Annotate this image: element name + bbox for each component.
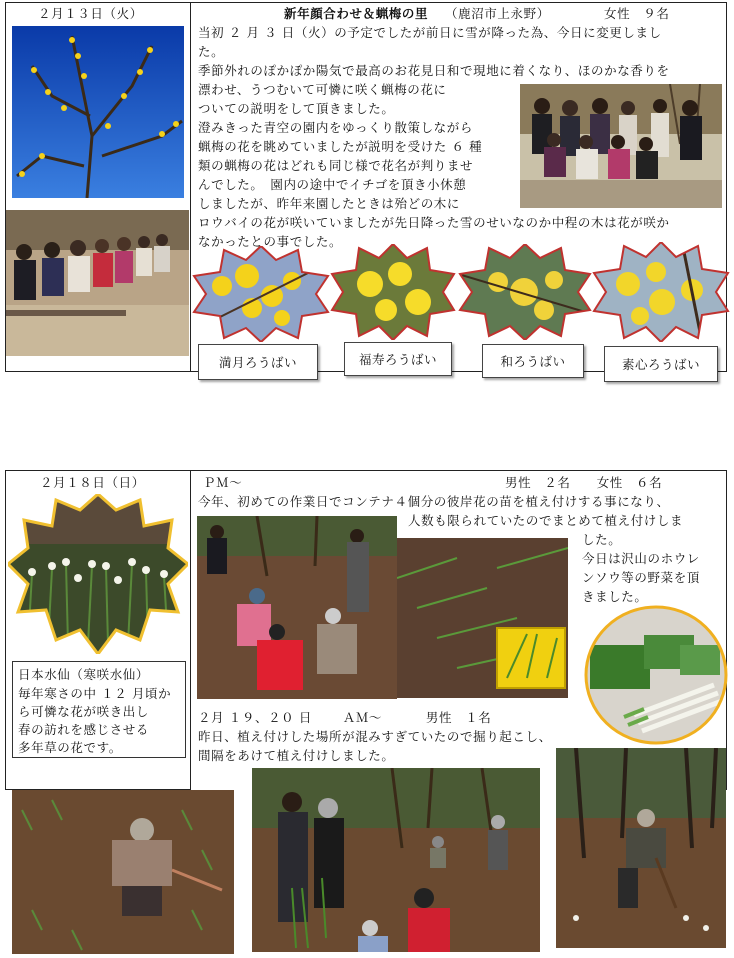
s1-body-line: んでした。 園内の途中でイチゴを頂き小休憩 xyxy=(198,177,467,192)
wintersweet-photo-2 xyxy=(330,244,456,340)
replanting-group-photo xyxy=(252,768,540,952)
s2-vegetable-line: きました。 xyxy=(582,589,648,604)
group-resting-photo xyxy=(6,210,189,356)
s2-border-top xyxy=(5,470,727,471)
narcissus-line: 春の訪れを感じさせる xyxy=(18,722,150,737)
s1-body-line: ついての説明をして頂きました。 xyxy=(198,101,395,116)
s1-body-line: 当初 ２ 月 ３ 日（火）の予定でしたが前日に雪が降った為、今日に変更しまし xyxy=(198,25,662,40)
s2-followup-header: ２月 １９、２０ 日 ＡＭ～ 男性 １名 xyxy=(198,710,492,725)
s1-body-line: 季節外れのぽかぽか陽気で最高のお花見日和で現地に着くなり、ほのかな香りを xyxy=(198,63,670,78)
narcissus-line: 多年草の花です。 xyxy=(18,740,122,755)
s1-attendance: 女性 ９名 xyxy=(604,6,670,21)
s2-vegetable-line: 今日は沢山のホウレ xyxy=(582,551,700,566)
s1-date: ２月１３日（火） xyxy=(38,6,143,21)
s1-column-divider xyxy=(190,2,191,372)
planting-photo-2 xyxy=(397,538,568,698)
s1-body-line: しましたが、昨年来園したときは殆どの木に xyxy=(198,196,461,211)
vegetables-photo xyxy=(584,605,728,745)
flower-label-soshin: 素心ろうばい xyxy=(604,346,718,382)
s2-body-line: 今年、初めての作業日でコンテナ４個分の彼岸花の苗を植え付けする事になり、 xyxy=(198,494,670,509)
flower-label-wa: 和ろうばい xyxy=(482,344,584,378)
narcissus-title: 日本水仙（寒咲水仙） xyxy=(18,667,150,682)
s2-date: ２月１８日（日） xyxy=(40,475,145,490)
s1-body-line: た。 xyxy=(198,44,225,59)
s2-vegetable-line: ンソウ等の野菜を頂 xyxy=(582,570,700,585)
group-standing-photo xyxy=(520,84,722,208)
s1-border-top xyxy=(5,2,727,3)
man-planting-photo xyxy=(556,748,726,948)
s1-body-line: なかったとの事でした。 xyxy=(198,234,343,249)
s2-attendance: 男性 ２名 女性 ６名 xyxy=(505,475,663,490)
s1-body-line: 澄みきった青空の園内をゆっくり散策しながら xyxy=(198,120,473,135)
wintersweet-photo-3 xyxy=(458,244,592,340)
s2-followup-line: 昨日、植え付けした場所が混みすぎていたので掘り起こし、 xyxy=(198,729,552,744)
s1-body-line: 類の蝋梅の花はどれも同じ様で花名が判りませ xyxy=(198,158,474,173)
narcissus-line: 毎年寒さの中 １２ 月頃か xyxy=(18,686,172,701)
s1-title: 新年顔合わせ＆蝋梅の里 xyxy=(284,6,429,21)
daffodil-photo xyxy=(8,494,188,654)
s1-body-line: 漂わせ、うつむいて可憐に咲く蝋梅の花に xyxy=(198,82,447,97)
flower-label-fukuju: 福寿ろうばい xyxy=(344,342,452,376)
sky-blossom-photo xyxy=(12,26,184,198)
wintersweet-photo-1 xyxy=(192,246,330,342)
s2-column-divider xyxy=(190,470,191,790)
digging-photo xyxy=(12,790,234,954)
flower-label-mangetsu: 満月ろうばい xyxy=(198,344,318,380)
s1-location: （鹿沼市上永野） xyxy=(445,6,550,21)
planting-photo-1 xyxy=(197,516,397,699)
s1-body-line: ロウバイの花が咲いていましたが先日降った雪のせいなのか中程の木は花が咲か xyxy=(198,215,670,230)
s1-body-line: 蝋梅の花を眺めていましたが説明を受けた ６ 種 xyxy=(198,139,483,154)
narcissus-line: ら可憐な花が咲き出し xyxy=(18,704,150,719)
s2-body-line: した。 xyxy=(582,532,622,547)
s2-border-left xyxy=(5,470,6,790)
s2-body-line: 人数も限られていたのでまとめて植え付けしま xyxy=(408,513,684,528)
s2-followup-line: 間隔をあけて植え付けしました。 xyxy=(198,748,395,763)
wintersweet-photo-4 xyxy=(592,242,730,342)
s2-time: ＰＭ～ xyxy=(203,475,243,490)
